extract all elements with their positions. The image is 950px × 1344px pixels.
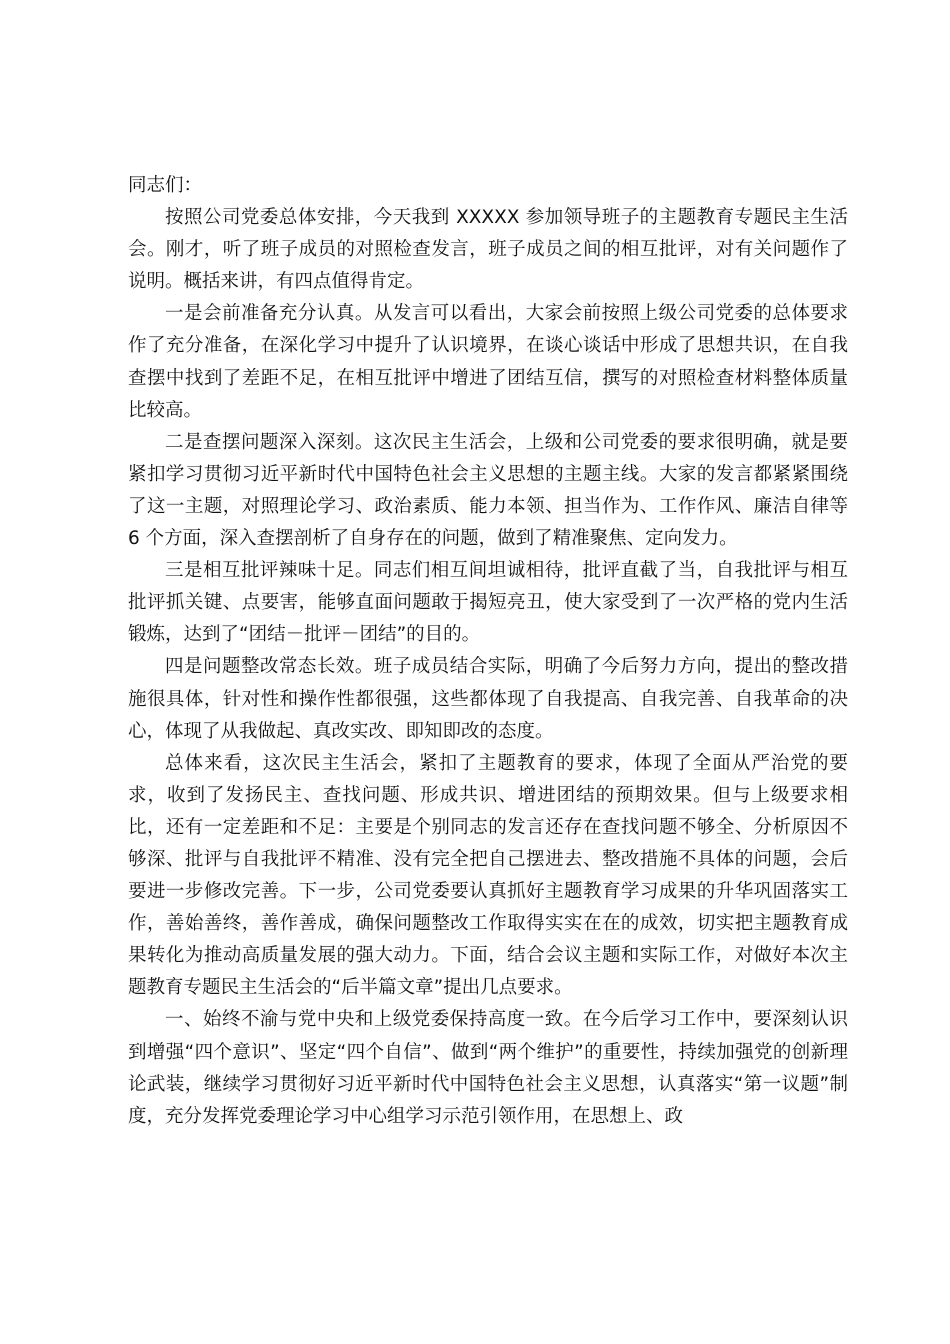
paragraph-requirement-1: 一、始终不渝与党中央和上级党委保持高度一致。在今后学习工作中，要深刻认识到增强“四个意识”、坚定“四个自信”、做到“两个维护”的重要性，持续加强党的创新理论武装，继续学习贯彻好习近平新时代中国特色社会主义思想，认真落实“第一议题”制度，充分发挥党委理论学习中心组学习示范引领作用，在思想上、政 (128, 1009, 848, 1127)
paragraph-point-2: 二是查摆问题深入深刻。这次民主生活会，上级和公司党委的要求很明确，就是要紧扣学习贯彻习近平新时代中国特色社会主义思想的主题主线。大家的发言都紧紧围绕了这一主题，对照理论学习、政治素质、能力本领、担当作为、工作作风、廉洁自律等 6 个方面，深入查摆剖析了自身存在的问题，做到了精准聚焦、定向发力。 (128, 431, 848, 550)
paragraph-point-3: 三是相互批评辣味十足。同志们相互间坦诚相待，批评直截了当，自我批评与相互批评抓关键、点要害，能够直面问题敢于揭短亮丑，使大家受到了一次严格的党内生活锻炼，达到了“团结－批评－团结”的目的。 (128, 560, 848, 646)
paragraph-summary: 总体来看，这次民主生活会，紧扣了主题教育的要求，体现了全面从严治党的要求，收到了发扬民主、查找问题、形成共识、增进团结的预期效果。但与上级要求相比，还有一定差距和不足：主要是个别同志的发言还存在查找问题不够全、分析原因不够深、批评与自我批评不精准、没有完全把自己摆进去、整改措施不具体的问题，会后要进一步修改完善。下一步，公司党委要认真抓好主题教育学习成果的升华巩固落实工作，善始善终，善作善成，确保问题整改工作取得实实在在的成效，切实把主题教育成果转化为推动高质量发展的强大动力。下面，结合会议主题和实际工作，对做好本次主题教育专题民主生活会的“后半篇文章”提出几点要求。 (128, 752, 848, 999)
document-body (128, 170, 848, 1133)
paragraph-intro: 按照公司党委总体安排，今天我到 XXXXX 参加领导班子的主题教育专题民主生活会。刚才，听了班子成员的对照检查发言，班子成员之间的相互批评，对有关问题作了说明。概括来讲，有四点值得肯定。 (128, 207, 848, 293)
salutation: 同志们： (128, 175, 203, 196)
paragraph-point-4: 四是问题整改常态长效。班子成员结合实际，明确了今后努力方向，提出的整改措施很具体，针对性和操作性都很强，这些都体现了自我提高、自我完善、自我革命的决心，体现了从我做起、真改实改、即知即改的态度。 (128, 656, 848, 742)
paragraph-point-1: 一是会前准备充分认真。从发言可以看出，大家会前按照上级公司党委的总体要求作了充分准备，在深化学习中提升了认识境界，在谈心谈话中形成了思想共识，在自我查摆中找到了差距不足，在相互批评中增进了团结互信，撰写的对照检查材料整体质量比较高。 (128, 303, 848, 421)
